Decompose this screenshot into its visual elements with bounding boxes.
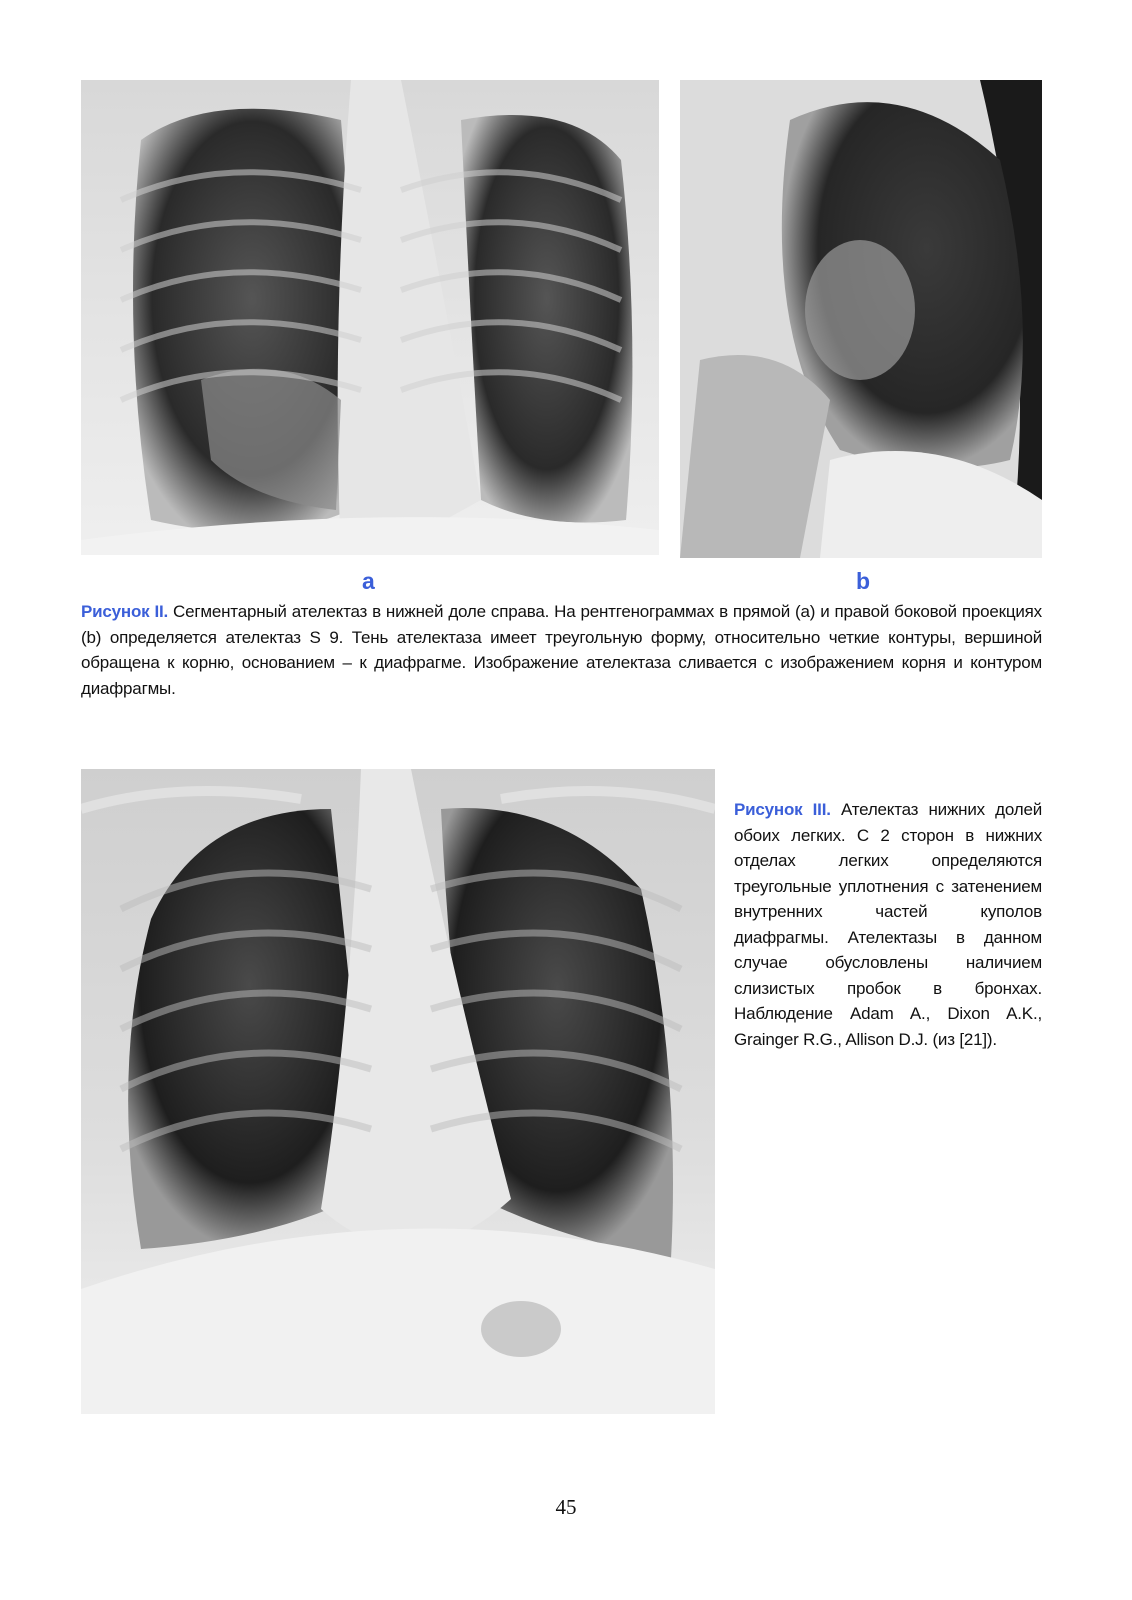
xray-lateral-fig2b	[680, 80, 1042, 558]
figure3-caption-text: Ателектаз нижних долей обоих легких. С 2 сторон в нижних отделах легких определяются треугольные уплотнения с затенением внутренних частей куполов диафрагмы. Ателектазы в данном случае обусловлены наличием слизистых пробок в бронхах. Наблюдение Adam A., Dixon A.K., Grainger R.G., Allison D.J. (из [21]).	[734, 800, 1042, 1049]
panel-label-a: a	[362, 568, 375, 594]
xray-frontal-fig2a	[81, 80, 659, 555]
page-number: 45	[555, 1495, 577, 1519]
figure2-label: Рисунок II.	[81, 602, 169, 621]
figure2-caption-text: Сегментарный ателектаз в нижней доле справа. На рентгенограммах в прямой (a) и правой боковой проекциях (b) определяется ателектаз S 9. Тень ателектаза имеет треугольную форму, относительно четкие контуры, вершиной обращена к корню, основанием – к диафрагме. Изображение ателектаза сливается с изображением корня и контуром диафрагмы.	[81, 602, 1042, 698]
figure3-label: Рисунок III.	[734, 800, 831, 819]
figure2-caption	[81, 599, 1042, 701]
xray-frontal-fig3	[81, 769, 715, 1414]
panel-label-b: b	[856, 568, 871, 594]
figure3-caption	[734, 797, 1042, 1052]
